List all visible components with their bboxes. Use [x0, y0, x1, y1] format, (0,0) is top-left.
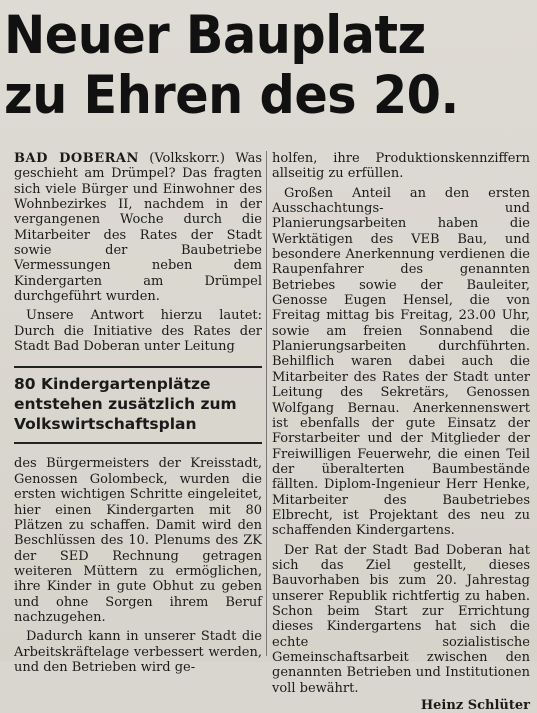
paragraph-intro-text: (Volkskorr.) Was geschieht am Drümpel? Das fragten sich viele Bürger und Einwohner des Wohnbezirkes II, nachdem in der vergangenen Woche durch die Mitarbeiter des Rates der Stadt sowie der Baubetriebe Vermessungen neben dem Kindergarten am Drümpel durchgeführt wurden. [14, 151, 262, 305]
paragraph-intro [14, 151, 262, 304]
dateline: BAD DOBERAN [14, 151, 139, 166]
headline [4, 6, 497, 126]
paragraph-goal: Der Rat der Stadt Bad Doberan hat sich das Ziel gestellt, dieses Bauvorhaben bis zum 20. Jahrestag unserer Republik richtfertig zu haben. Schon beim Start zur Errichtung dieses Kindergartens hat sich die echte sozialistische Gemeinschaftsarbeit zwischen den genannten Betrieben und Institutionen voll bewährt. [272, 542, 530, 696]
paragraph-answer: Unsere Antwort hierzu lautet: Durch die Initiative des Rates der Stadt Bad Doberan unter Leitung [14, 308, 262, 355]
left-column [14, 151, 262, 679]
paragraph-workforce: Dadurch kann in unserer Stadt die Arbeitskräftelage verbessert werden, und den Betrieben wird ge- [14, 629, 262, 675]
right-column [272, 151, 530, 713]
headline-line-2: zu Ehren des 20. [4, 65, 459, 126]
headline-line-1: Neuer Bauplatz [4, 5, 426, 66]
column-divider [266, 151, 267, 656]
paragraph-workers: Großen Anteil an den ersten Ausschachtungs- und Planierungsarbeiten haben die Werktätigen des VEB Bau, und besondere Anerkennung verdienen die Raupenfahrer des genannten Betriebes sowie der Bauleiter, Genosse Eugen Hensel, die von Freitag mittag bis Freitag, 23.00 Uhr, sowie am freien Sonnabend die Planierungsarbeiten durchführten. Behilflich waren dabei auch die Mitarbeiter des Rates der Stadt unter Leitung des Sekretärs, Genossen Wolfgang Bernau. Anerkennenswert ist ebenfalls der gute Einsatz der Forstarbeiter und der Mitglieder der Freiwilligen Feuerwehr, die einen Teil der überalterten Baumbestände fällten. Diplom-Ingenieur Herr Henke, Mitarbeiter des Baubetriebes Elbrecht, ist Projektant des neu zu schaffenden Kindergartens. [272, 185, 530, 539]
paragraph-continuation: holfen, ihre Produktionskennziffern allseitig zu erfüllen. [272, 151, 530, 182]
subheading: 80 Kindergartenplätze entstehen zusätzlich zum Volkswirtschaftsplan [14, 366, 262, 444]
paragraph-mayor: des Bürgermeisters der Kreisstadt, Genossen Golombeck, wurden die ersten wichtigen Schritte eingeleitet, hier einen Kindergarten mit 80 Plätzen zu schaffen. Damit wird den Beschlüssen des 10. Plenums des ZK der SED Rechnung getragen weiteren Müttern zu ermöglichen, ihre Kinder in gute Obhut zu geben und ohne Sorgen ihrem Beruf nachzugehen. [14, 456, 262, 625]
author-byline: Heinz Schlüter [420, 698, 530, 713]
